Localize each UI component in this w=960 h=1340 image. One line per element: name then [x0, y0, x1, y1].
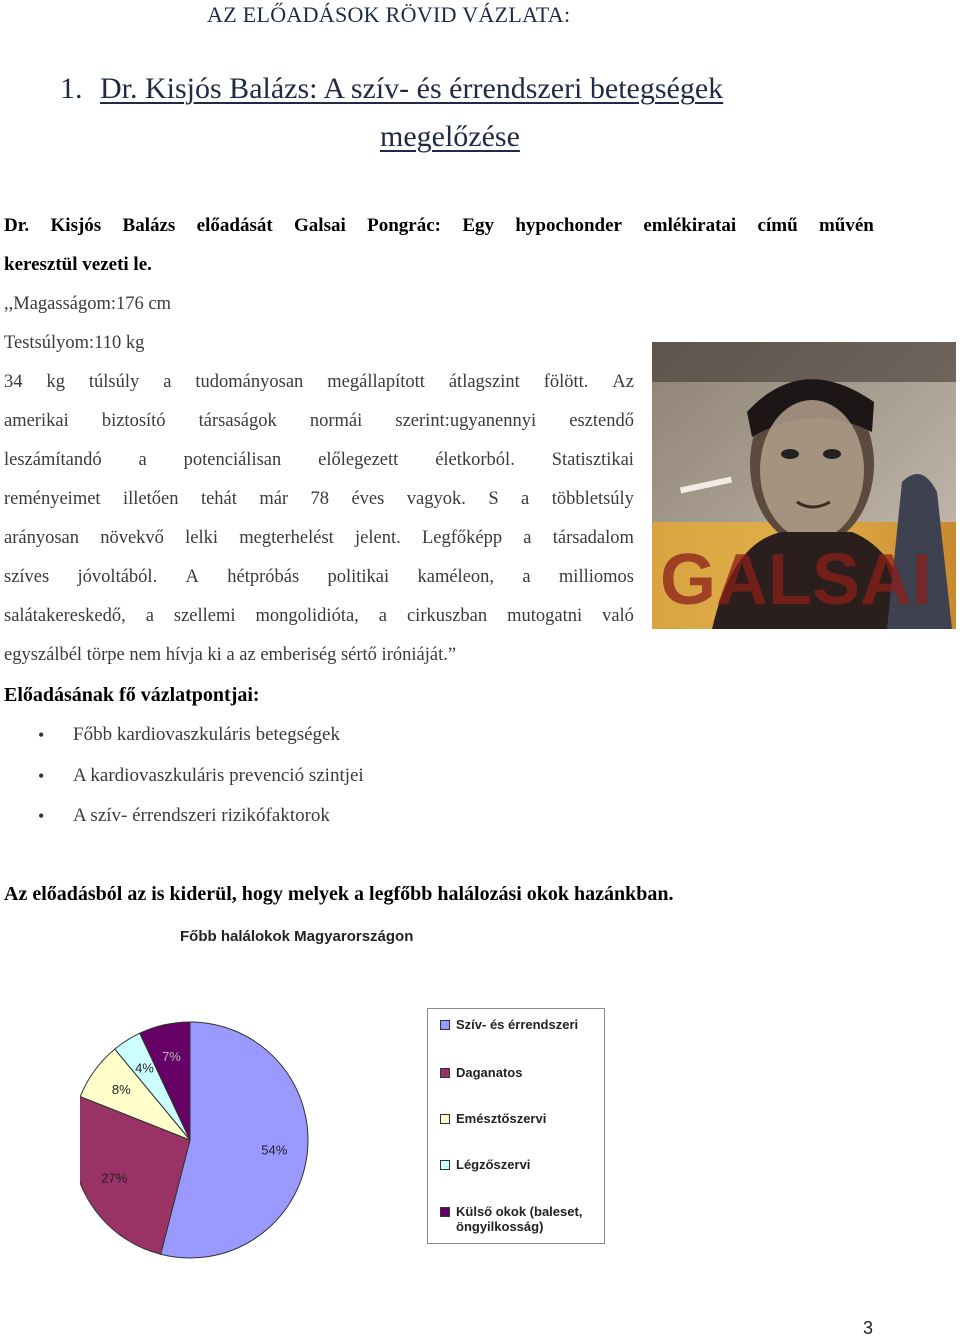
pie-label-3: 8% [111, 1082, 131, 1098]
quote-word: hétpróbás [227, 567, 300, 587]
quote-word: reményeimet [4, 489, 101, 509]
outline-item-1: Főbb kardiovaszkuláris betegségek [73, 724, 340, 745]
intro-word: Kisjós [50, 215, 102, 236]
quote-word: a [378, 606, 387, 626]
intro-word: művén [818, 215, 874, 236]
quote-word: Legfőképp [421, 528, 503, 548]
quote-word: életkorból. [435, 450, 515, 470]
lecture-title-text-cont: megelőzése [380, 120, 520, 153]
quote-word: salátakereskedő, [4, 606, 126, 626]
lecture-title-line-2 [380, 120, 520, 154]
intro-word: Pongrác: [367, 215, 441, 236]
quote-word: társaságok [198, 411, 277, 431]
quote-word: Az [612, 372, 634, 392]
quote-height: ,,Magasságom:176 cm [4, 294, 171, 314]
quote-word: 34 [4, 372, 23, 392]
lecture-number: 1. [60, 72, 83, 105]
portrait-overlay-text: GALSAI [660, 540, 933, 620]
quote-word: kaméleon, [417, 567, 495, 587]
legend-label-4: Légzőszervi [456, 1157, 531, 1172]
quote-word: vagyok. [406, 489, 466, 509]
quote-word: szerint:ugyanennyi [395, 411, 537, 431]
quote-line-6 [4, 489, 634, 510]
quote-word: már [259, 489, 289, 509]
portrait-image [652, 342, 956, 629]
legend-item-5 [440, 1204, 600, 1234]
intro-word: Balázs [122, 215, 176, 236]
pie-label-1: 54% [261, 1142, 288, 1158]
quote-word: tehát [200, 489, 237, 509]
quote-line-5 [4, 450, 634, 471]
legend-item-2 [440, 1065, 522, 1080]
author-portrait-photo [652, 342, 956, 629]
quote-word: a [523, 528, 532, 548]
section-heading: AZ ELŐADÁSOK RÖVID VÁZLATA: [207, 2, 571, 27]
intro-word: Dr. [4, 215, 30, 236]
intro-line-2: keresztül vezeti le. [4, 254, 152, 275]
quote-word: mutogatni [507, 606, 583, 626]
quote-word: 78 [310, 489, 330, 509]
quote-word: szellemi [173, 606, 236, 626]
quote-word: megállapított [327, 372, 425, 392]
quote-word: éves [351, 489, 385, 509]
quote-word: a [145, 606, 154, 626]
bullet-dot-2: • [38, 766, 45, 786]
quote-word: túlsúly [88, 372, 140, 392]
quote-word: leszámítandó [4, 450, 102, 470]
pie-label-4: 4% [135, 1060, 154, 1076]
quote-word: tudományosan [195, 372, 304, 392]
outline-item-2: A kardiovaszkuláris prevenció szintjei [73, 765, 364, 786]
quote-line-8 [4, 567, 634, 588]
bullet-dot-3: • [38, 806, 45, 826]
quote-word: jelent. [355, 528, 401, 548]
quote-line-3 [4, 372, 634, 393]
intro-word: előadását [196, 215, 273, 236]
conclusion-text: Az előadásból az is kiderül, hogy melyek a legfőbb halálozási okok hazánkban. [4, 883, 674, 905]
quote-word: S [488, 489, 499, 509]
quote-word: társadalom [552, 528, 634, 548]
quote-word: arányosan [4, 528, 79, 548]
outline-heading: Előadásának fő vázlatpontjai: [4, 684, 260, 706]
quote-word: amerikai [4, 411, 69, 431]
quote-word: Statisztikai [551, 450, 634, 470]
quote-word: a [521, 489, 530, 509]
quote-word: normái [309, 411, 363, 431]
intro-line-1 [4, 215, 874, 237]
pie-chart [80, 1010, 320, 1270]
outline-item-3: A szív- érrendszeri rizikófaktorok [73, 805, 330, 826]
lecture-title-line-1 [60, 72, 723, 106]
legend-swatch-5 [440, 1207, 450, 1217]
quote-word: előlegezett [318, 450, 399, 470]
quote-line-10: egyszálbél törpe nem hívja ki a az emberiség sértő iróniáját.” [4, 645, 457, 665]
quote-word: mongolidióta, [255, 606, 359, 626]
quote-weight: Testsúlyom:110 kg [4, 333, 145, 353]
legend-label-2: Daganatos [456, 1065, 523, 1080]
quote-word: milliomos [558, 567, 634, 587]
chart-title: Főbb halálokok Magyarországon [180, 928, 414, 945]
legend-item-1 [440, 1017, 578, 1032]
legend-swatch-1 [440, 1020, 450, 1030]
legend-swatch-4 [440, 1160, 450, 1170]
chart-legend [427, 1008, 605, 1244]
quote-word: a [138, 450, 147, 470]
quote-word: kg [46, 372, 65, 392]
quote-line-9 [4, 606, 634, 627]
legend-label-1: Szív- és érrendszeri [456, 1017, 579, 1032]
legend-label-5: Külső okok (baleset, öngyilkosság) [456, 1204, 583, 1234]
quote-word: esztendő [569, 411, 634, 431]
lecture-title-text: Dr. Kisjós Balázs: A szív- és érrendszeri betegségek [100, 72, 724, 105]
quote-word: potenciálisan [183, 450, 282, 470]
intro-word: hypochonder [515, 215, 622, 236]
quote-line-7 [4, 528, 634, 549]
intro-word: című [757, 215, 798, 236]
quote-word: A [185, 567, 199, 587]
quote-word: jóvoltából. [77, 567, 158, 587]
quote-word: átlagszint [448, 372, 520, 392]
quote-word: illetően [123, 489, 179, 509]
quote-word: többletsúly [551, 489, 634, 509]
intro-word: Galsai [294, 215, 346, 236]
quote-line-4 [4, 411, 634, 432]
intro-word: Egy [462, 215, 494, 236]
quote-word: növekvő [100, 528, 164, 548]
quote-word: való [602, 606, 634, 626]
quote-word: a [522, 567, 531, 587]
quote-word: biztosító [101, 411, 166, 431]
legend-item-3 [440, 1111, 546, 1126]
quote-word: a [163, 372, 172, 392]
bullet-dot-1: • [38, 725, 45, 745]
legend-label-3: Emésztőszervi [456, 1111, 547, 1126]
quote-word: megterhelést [239, 528, 334, 548]
page-number: 3 [863, 1318, 874, 1338]
quote-word: politikai [327, 567, 390, 587]
quote-word: lelki [185, 528, 219, 548]
pie-label-5: 7% [162, 1049, 181, 1065]
intro-word: emlékiratai [643, 215, 737, 236]
legend-item-4 [440, 1157, 530, 1172]
legend-swatch-3 [440, 1114, 450, 1124]
pie-label-2: 27% [101, 1170, 128, 1186]
legend-swatch-2 [440, 1068, 450, 1078]
quote-word: szíves [4, 567, 50, 587]
quote-word: cirkuszban [406, 606, 488, 626]
quote-word: fölött. [543, 372, 589, 392]
